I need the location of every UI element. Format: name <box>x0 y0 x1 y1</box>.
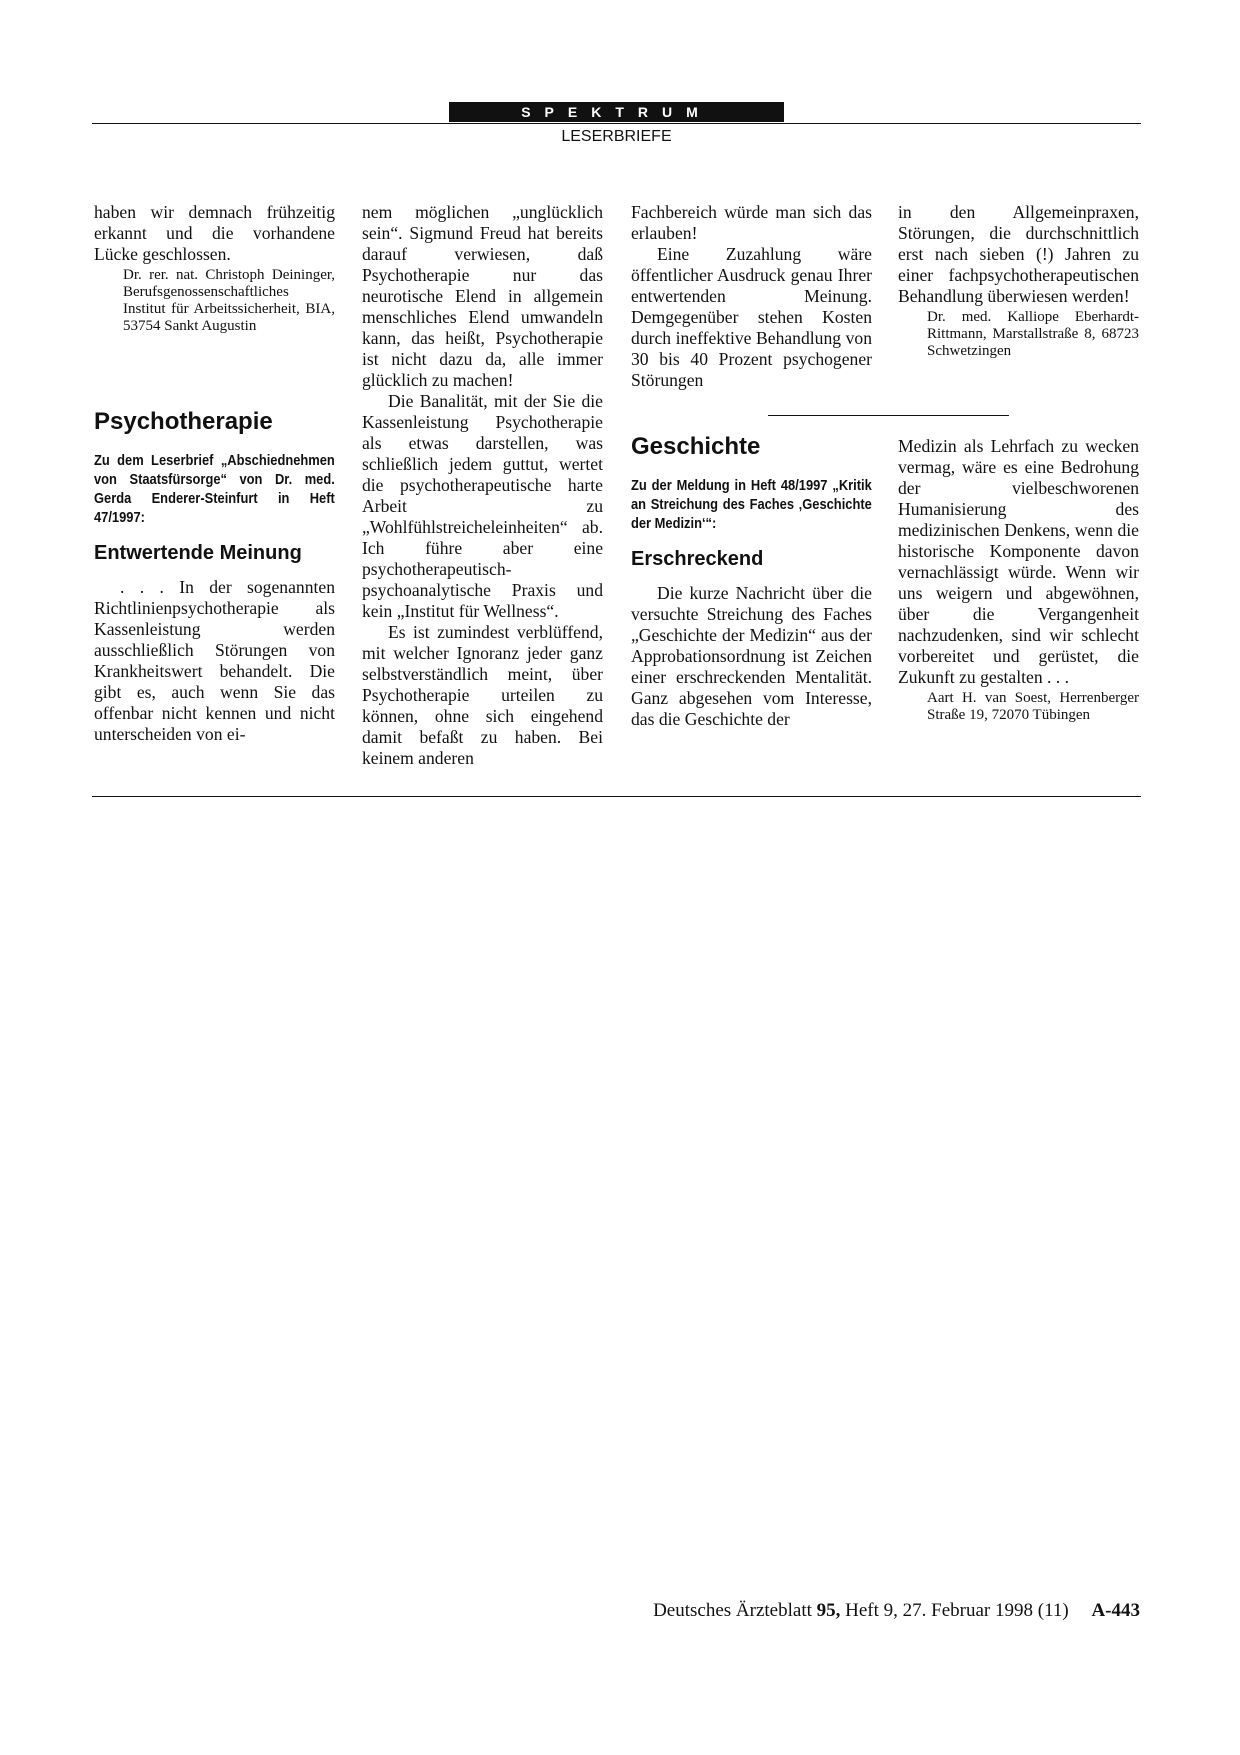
letter-paragraph: nem möglichen „unglücklich sein“. Sigmund Freud hat bereits darauf verwiesen, daß Psychotherapie nur das neurotische Elend in allgemein menschliches Elend umwandeln kann, das heißt, Psychotherapie ist nicht dazu da, alle immer glücklich zu machen! <box>362 202 603 390</box>
article-divider <box>768 415 1009 416</box>
page-footer <box>653 1600 1140 1622</box>
letter-paragraph: Fachbereich würde man sich das erlauben! <box>631 202 872 243</box>
column-1 <box>94 202 335 335</box>
volume-number: 95, <box>816 1600 841 1621</box>
letter-subtitle: Erschreckend <box>631 548 764 570</box>
letter-signature: Aart H. van Soest, Herrenberger Straße 19, 72070 Tübingen <box>927 690 1139 723</box>
journal-name: Deutsches Ärzteblatt <box>653 1600 812 1621</box>
letter-signature: Dr. rer. nat. Christoph Deininger, Berufsgenossenschaftliches Institut für Arbeitssicherheit, BIA, 53754 Sankt Augustin <box>123 267 335 334</box>
letter-paragraph: Die Banalität, mit der Sie die Kassenleistung Psychotherapie als etwas darstellen, was schließlich jedem guttut, wertet die psychotherapeutische harte Arbeit zu „Wohlfühlstreicheleinheiten“ ab. Ich führe aber eine psychotherapeutisch-psychoanalytische Praxis und kein „Institut für Wellness“. <box>362 391 603 621</box>
header-rule <box>92 123 1141 124</box>
letter-paragraph: Eine Zuzahlung wäre öffentlicher Ausdruck genau Ihrer entwertenden Meinung. Demgegenüber stehen Kosten durch ineffektive Behandlung von 30 bis 40 Prozent psychogener Störungen <box>631 244 872 390</box>
letter-subtitle: Entwertende Meinung <box>94 542 302 564</box>
column-4 <box>898 202 1139 360</box>
column-3 <box>631 202 872 391</box>
page-number: A-443 <box>1091 1600 1140 1621</box>
letter-paragraph: Die kurze Nachricht über die versuchte Streichung des Faches „Geschichte der Medizin“ aus der Approbationsordnung ist Zeichen einer erschreckenden Mentalität. Ganz abgesehen vom Interesse, das die Geschichte der <box>631 583 872 729</box>
letter-paragraph: Es ist zumindest verblüffend, mit welcher Ignoranz jeder ganz selbstverständlich meint, über Psychotherapie urteilen zu können, ohne sich eingehend damit befaßt zu haben. Bei keinem anderen <box>362 622 603 768</box>
continued-text: haben wir demnach frühzeitig erkannt und die vorhandene Lücke geschlossen. <box>94 202 335 264</box>
letter-paragraph: in den Allgemeinpraxen, Störungen, die durchschnittlich erst nach sieben (!) Jahren zu einer fachpsychotherapeutischen Behandlung überwiesen werden! <box>898 202 1139 306</box>
letter-reference: Zu der Meldung in Heft 48/1997 „Kritik an Streichung des Faches ‚Geschichte der Medizin‘“: <box>631 477 872 532</box>
letter-reference: Zu dem Leserbrief „Abschiednehmen von Staatsfürsorge“ von Dr. med. Gerda Enderer-Steinfurt in Heft 47/1997: <box>94 452 335 526</box>
letter-signature: Dr. med. Kalliope Eberhardt-Rittmann, Marstallstraße 8, 68723 Schwetzingen <box>927 309 1139 359</box>
column-4-continued <box>898 436 1139 724</box>
letter-paragraph: . . . In der sogenannten Richtlinienpsychotherapie als Kassenleistung werden ausschließlich Störungen von Krankheitswert behandelt. Die gibt es, auch wenn Sie das offenbar nicht kennen und nicht unterscheiden von ei- <box>94 577 335 744</box>
letter-title: Psychotherapie <box>94 408 273 435</box>
column-2 <box>362 202 603 769</box>
letter-title: Geschichte <box>631 433 761 460</box>
letter-psychotherapie <box>94 407 335 745</box>
section-banner: SPEKTRUM <box>449 102 784 122</box>
issue-info: Heft 9, 27. Februar 1998 (11) <box>845 1600 1069 1621</box>
section-subtitle: LESERBRIEFE <box>561 128 672 145</box>
letter-paragraph: Medizin als Lehrfach zu wecken vermag, wäre es eine Bedrohung der vielbeschworenen Humanisierung des medizinischen Denkens, wenn die historische Komponente davon vernachlässigt würde. Wenn wir uns weigern und abgewöhnen, über die Vergangenheit nachzudenken, sind wir schlecht vorbereitet und gerüstet, die Zukunft zu gestalten . . . <box>898 436 1139 687</box>
bottom-rule <box>92 796 1141 797</box>
letter-geschichte <box>631 432 872 730</box>
